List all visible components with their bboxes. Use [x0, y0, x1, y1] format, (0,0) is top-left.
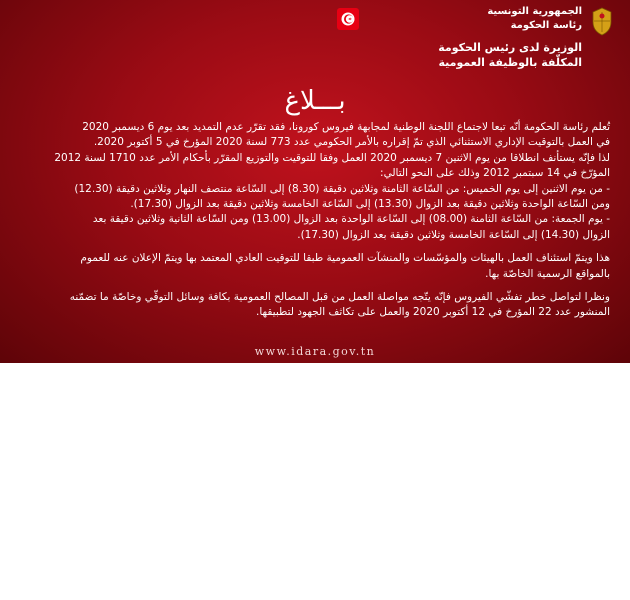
header-ministry: المكلّفة بالوظيفة العمومية: [438, 56, 582, 69]
header-presidency: رئاسة الحكومة: [510, 20, 582, 31]
body-line: في العمل بالتوقيت الإداري الاستثنائي الذي تمّ إقراره بالأمر الحكومي عدد 773 لسنة 2020 المؤرخ في 5 أكتوبر 2020.: [93, 136, 610, 149]
body-line: المؤرّخ في 14 سبتمبر 2012 وذلك على النحو التالي:: [380, 167, 610, 180]
body-line: - من يوم الاثنين إلى يوم الخميس: من السّاعة الثامنة وثلاثين دقيقة (8.30) إلى السّاعة منتصف النهار وثلاثين دقيقة (12.30): [74, 182, 610, 195]
header-country: الجمهورية التونسية: [487, 6, 582, 17]
body-line: هذا ويتمّ استئناف العمل بالهيئات والمؤسّسات والمنشآت العمومية طبقا للتوقيت العادي المعتمد بها ويتمّ الإعلان عنه للعموم: [80, 252, 610, 265]
tunisia-coat-of-arms-icon: [590, 6, 614, 36]
body-line: الزوال (14.30) إلى السّاعة الخامسة وثلاثين دقيقة بعد الزوال (17.30).: [297, 228, 610, 241]
website-url: www.idara.gov.tn: [254, 345, 376, 358]
spacer: [6, 282, 610, 290]
body-line: المنشور عدد 22 المؤرخ في 12 أكتوبر 2020 والعمل على تكاثف الجهود لتطبيقها.: [255, 306, 610, 319]
body-line: - يوم الجمعة: من السّاعة الثامنة (08.00) إلى السّاعة الواحدة بعد الزوال (13.00) ومن السّاعة الثانية وثلاثين دقيقة بعد: [92, 213, 610, 226]
body-line: تُعلم رئاسة الحكومة أنّه تبعا لاجتماع اللجنة الوطنية لمجابهة فيروس كورونا، فقد تقرّر عدم التمديد بعد يوم 6 ديسمبر 2020: [82, 121, 610, 133]
body-line: بالمواقع الرسمية الخاصّة بها.: [485, 267, 610, 280]
tunisia-flag-icon: [337, 8, 359, 30]
body-line: ومن السّاعة الواحدة وثلاثين دقيقة بعد الزوال (13.30) إلى السّاعة الخامسة وثلاثين دقيقة بعد الزوال (17.30).: [130, 198, 610, 211]
header: [372, 4, 622, 84]
body-line: لذا فإنّه يستأنف انطلاقا من يوم الاثنين 7 ديسمبر 2020 العمل وفقا للتوقيت والتوزيع المقرّر بأحكام الأمر عدد 1710 لسنة 2012: [54, 151, 610, 164]
announcement-body: [6, 120, 610, 321]
spacer: [6, 243, 610, 251]
announcement-title: بـــلاغ: [284, 86, 346, 116]
header-minister: الوزيرة لدى رئيس الحكومة: [438, 41, 582, 54]
body-line: ونظرا لتواصل خطر تفشّي الفيروس فإنّه يتّجه مواصلة العمل من قبل المصالح العمومية بكافة وسائل التوقّي وخاصّة ما تضمّنه: [69, 291, 610, 304]
